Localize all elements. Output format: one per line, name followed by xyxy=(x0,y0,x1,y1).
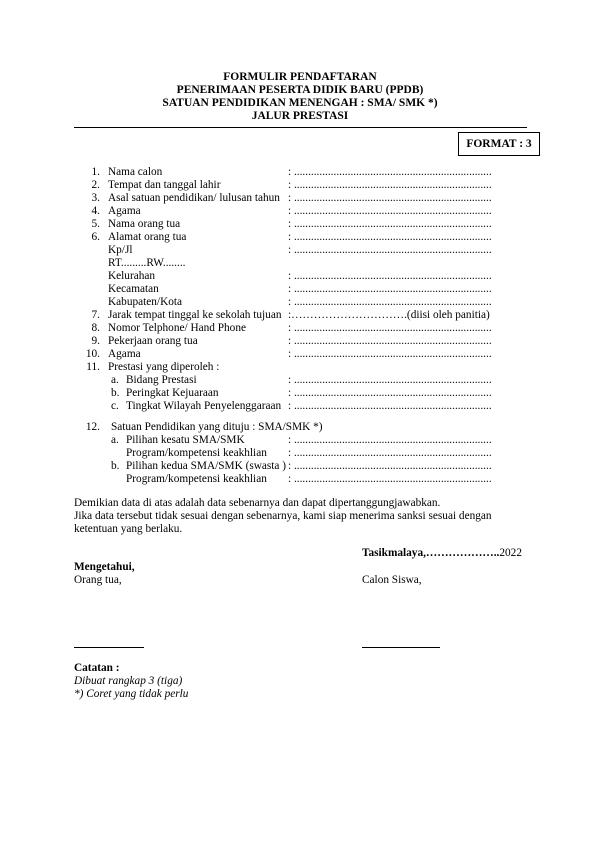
field-label: Program/kompetensi keakhlian xyxy=(126,473,267,485)
fill-in-field[interactable]: : ...................................................................... xyxy=(288,335,492,347)
fill-in-field[interactable]: : ...................................................................... xyxy=(288,166,492,178)
item-number: 2. xyxy=(91,179,100,191)
field-label: Alamat orang tua xyxy=(108,231,187,243)
fill-in-field[interactable]: : ...................................................................... xyxy=(288,400,492,412)
item-number: 7. xyxy=(91,309,100,321)
item-number: 6. xyxy=(91,231,100,243)
fill-in-field[interactable]: : ...................................................................... xyxy=(288,434,492,446)
field-label: Tingkat Wilayah Penyelenggaraan xyxy=(126,400,282,412)
parent-signature-line[interactable] xyxy=(74,647,144,648)
sub-item-letter: a. xyxy=(111,374,119,386)
field-label[interactable]: RT.........RW........ xyxy=(108,257,186,269)
item-number: 5. xyxy=(91,218,100,230)
field-label: Kelurahan xyxy=(108,270,156,282)
parent-signature-label: Orang tua, xyxy=(74,574,122,586)
field-label: Jarak tempat tinggal ke sekolah tujuan xyxy=(108,309,282,321)
fill-in-field[interactable]: : ...................................................................... xyxy=(288,447,492,459)
fill-in-field[interactable]: : ...................................................................... xyxy=(288,322,492,334)
form-title: FORMULIR PENDAFTARAN xyxy=(223,71,377,83)
fill-in-field[interactable]: :………………………….(diisi oleh panitia) xyxy=(288,309,490,321)
student-signature-line[interactable] xyxy=(362,647,440,648)
item-number: 11. xyxy=(86,361,100,373)
field-label: Nomor Telphone/ Hand Phone xyxy=(108,322,246,334)
fill-in-field[interactable]: : ...................................................................... xyxy=(288,218,492,230)
field-label: Kecamatan xyxy=(108,283,159,295)
fill-in-field[interactable]: : ...................................................................... xyxy=(288,348,492,360)
field-label: Pilihan kesatu SMA/SMK xyxy=(126,434,245,446)
field-label: Asal satuan pendidikan/ lulusan tahun xyxy=(108,192,280,204)
statement-line-3: ketentuan yang berlaku. xyxy=(74,523,183,535)
item-number: 10. xyxy=(85,348,100,360)
sub-item-letter: a. xyxy=(111,434,119,446)
format-badge: FORMAT : 3 xyxy=(458,132,540,156)
sub-item-letter: b. xyxy=(111,387,120,399)
field-label: Pilihan kedua SMA/SMK (swasta ) xyxy=(126,460,287,472)
form-subtitle-ppdb: PENERIMAAN PESERTA DIDIK BARU (PPDB) xyxy=(176,84,424,96)
item-number: 3. xyxy=(91,192,100,204)
fill-in-field[interactable]: : ...................................................................... xyxy=(288,460,492,472)
sub-item-letter: c. xyxy=(111,400,119,412)
fill-in-field[interactable]: : ...................................................................... xyxy=(288,473,492,485)
form-subtitle-level: SATUAN PENDIDIKAN MENENGAH : SMA/ SMK *) xyxy=(162,97,438,109)
sub-item-letter: b. xyxy=(111,460,120,472)
notes-line-1: Dibuat rangkap 3 (tiga) xyxy=(74,675,183,687)
item-number: 12. xyxy=(85,421,100,433)
fill-in-field[interactable]: : ...................................................................... xyxy=(288,387,492,399)
fill-in-field[interactable]: : ...................................................................... xyxy=(288,231,492,243)
year-label: 2022 xyxy=(499,547,522,559)
fill-in-field[interactable]: : ...................................................................... xyxy=(288,244,492,256)
place-date xyxy=(362,547,522,560)
field-label: Nama orang tua xyxy=(108,218,181,230)
item-number: 1. xyxy=(91,166,100,178)
fill-in-field[interactable]: : ...................................................................... xyxy=(288,270,492,282)
place-label[interactable]: Tasikmalaya,……………….. xyxy=(362,547,500,559)
field-label: Program/kompetensi keakhlian xyxy=(126,447,267,459)
field-label: Peringkat Kejuaraan xyxy=(126,387,219,399)
field-label: Nama calon xyxy=(108,166,163,178)
notes-title: Catatan : xyxy=(74,662,120,674)
field-label: Agama xyxy=(108,348,141,360)
statement-line-1: Demikian data di atas adalah data sebenarnya dan dapat dipertanggungjawabkan. xyxy=(74,497,441,509)
field-label: Agama xyxy=(108,205,141,217)
item-number: 4. xyxy=(91,205,100,217)
fill-in-field[interactable]: : ...................................................................... xyxy=(288,374,492,386)
item-number: 8. xyxy=(91,322,100,334)
field-label: Kp/Jl xyxy=(108,244,133,256)
field-label: Kabupaten/Kota xyxy=(108,296,183,308)
fill-in-field[interactable]: : ...................................................................... xyxy=(288,179,492,191)
field-label: Satuan Pendidikan yang dituju : SMA/SMK *) xyxy=(111,421,323,433)
fill-in-field[interactable]: : ...................................................................... xyxy=(288,205,492,217)
fill-in-field[interactable]: : ...................................................................... xyxy=(288,192,492,204)
statement-line-2: Jika data tersebut tidak sesuai dengan sebenarnya, kami siap menerima sanksi sesuai dengan xyxy=(74,510,492,522)
field-label: Pekerjaan orang tua xyxy=(108,335,198,347)
mengetahui-label: Mengetahui, xyxy=(74,561,135,573)
fill-in-field[interactable]: : ...................................................................... xyxy=(288,283,492,295)
student-signature-label: Calon Siswa, xyxy=(362,574,422,586)
fill-in-field[interactable]: : ...................................................................... xyxy=(288,296,492,308)
header-divider xyxy=(74,127,527,128)
field-label: Prestasi yang diperoleh : xyxy=(108,361,220,373)
form-subtitle-track: JALUR PRESTASI xyxy=(251,110,349,122)
item-number: 9. xyxy=(91,335,100,347)
notes-line-2: *) Coret yang tidak perlu xyxy=(74,688,189,700)
field-label: Tempat dan tanggal lahir xyxy=(108,179,221,191)
field-label: Bidang Prestasi xyxy=(126,374,197,386)
